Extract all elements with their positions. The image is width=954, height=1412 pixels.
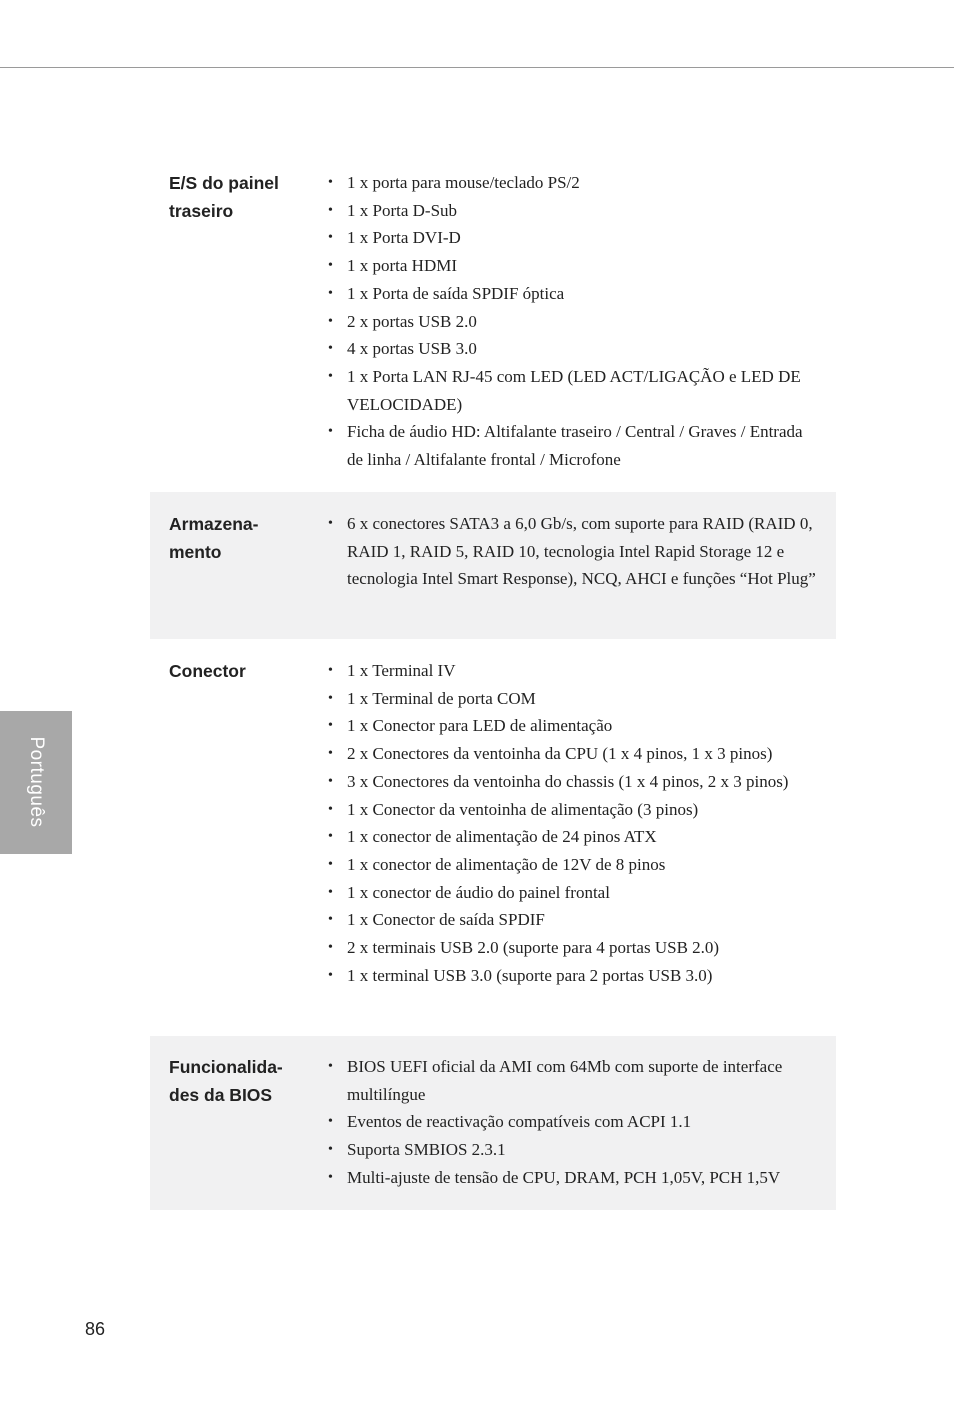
list-item: • 1 x Terminal IV bbox=[328, 657, 820, 685]
list-item: • 1 x Conector de saída SPDIF bbox=[328, 906, 820, 934]
list-item: • 1 x conector de alimentação de 12V de 8 pinos bbox=[328, 851, 820, 879]
list-item: • 1 x Conector para LED de alimentação bbox=[328, 712, 820, 740]
list-item: • 1 x porta HDMI bbox=[328, 252, 820, 280]
list-item: • 1 x conector de alimentação de 24 pinos ATX bbox=[328, 823, 820, 851]
spec-list bbox=[328, 169, 820, 474]
list-item: • 6 x conectores SATA3 a 6,0 Gb/s, com suporte para RAID (RAID 0, RAID 1, RAID 5, RAID 10, tecnologia Intel Rapid Storage 12 e tecnologia Intel Smart Response), NCQ, AHCI e funções “Hot Plug” bbox=[328, 510, 820, 593]
page-number: 86 bbox=[85, 1319, 106, 1339]
spec-list bbox=[328, 1053, 820, 1192]
list-item: • 1 x terminal USB 3.0 (suporte para 2 portas USB 3.0) bbox=[328, 962, 820, 990]
spec-section-bios-features bbox=[150, 1036, 836, 1210]
spec-section-rear-panel-io bbox=[150, 169, 836, 479]
list-item: • 1 x Porta LAN RJ-45 com LED (LED ACT/LIGAÇÃO e LED DE VELOCIDADE) bbox=[328, 363, 820, 418]
spec-list bbox=[328, 657, 820, 989]
list-item: • Eventos de reactivação compatíveis com ACPI 1.1 bbox=[328, 1108, 820, 1136]
list-item: • Suporta SMBIOS 2.3.1 bbox=[328, 1136, 820, 1164]
language-side-tab bbox=[0, 711, 72, 854]
list-item: • 1 x conector de áudio do painel frontal bbox=[328, 879, 820, 907]
list-item: • Multi-ajuste de tensão de CPU, DRAM, PCH 1,05V, PCH 1,5V bbox=[328, 1164, 820, 1192]
spec-section-connectors bbox=[150, 657, 836, 1022]
spec-label: Conector bbox=[169, 661, 246, 681]
list-item: • Ficha de áudio HD: Altifalante traseiro / Central / Graves / Entrada de linha / Altifalante frontal / Microfone bbox=[328, 418, 820, 473]
list-item: • 1 x Porta DVI-D bbox=[328, 224, 820, 252]
spec-label: Funcionalida-des da BIOS bbox=[169, 1057, 283, 1105]
spec-list bbox=[328, 510, 820, 593]
list-item: • 3 x Conectores da ventoinha do chassis (1 x 4 pinos, 2 x 3 pinos) bbox=[328, 768, 820, 796]
list-item: • 1 x Terminal de porta COM bbox=[328, 685, 820, 713]
list-item: • BIOS UEFI oficial da AMI com 64Mb com suporte de interface multilíngue bbox=[328, 1053, 820, 1108]
list-item: • 2 x portas USB 2.0 bbox=[328, 308, 820, 336]
list-item: • 4 x portas USB 3.0 bbox=[328, 335, 820, 363]
spec-section-storage bbox=[150, 492, 836, 639]
list-item: • 1 x Porta de saída SPDIF óptica bbox=[328, 280, 820, 308]
spec-label: Armazena-mento bbox=[169, 514, 259, 562]
list-item: • 1 x porta para mouse/teclado PS/2 bbox=[328, 169, 820, 197]
language-tab-label: Português bbox=[26, 736, 47, 828]
spec-label: E/S do painel traseiro bbox=[169, 173, 279, 221]
list-item: • 1 x Porta D-Sub bbox=[328, 197, 820, 225]
list-item: • 1 x Conector da ventoinha de alimentação (3 pinos) bbox=[328, 796, 820, 824]
list-item: • 2 x terminais USB 2.0 (suporte para 4 portas USB 2.0) bbox=[328, 934, 820, 962]
list-item: • 2 x Conectores da ventoinha da CPU (1 x 4 pinos, 1 x 3 pinos) bbox=[328, 740, 820, 768]
header-rule bbox=[0, 67, 954, 68]
